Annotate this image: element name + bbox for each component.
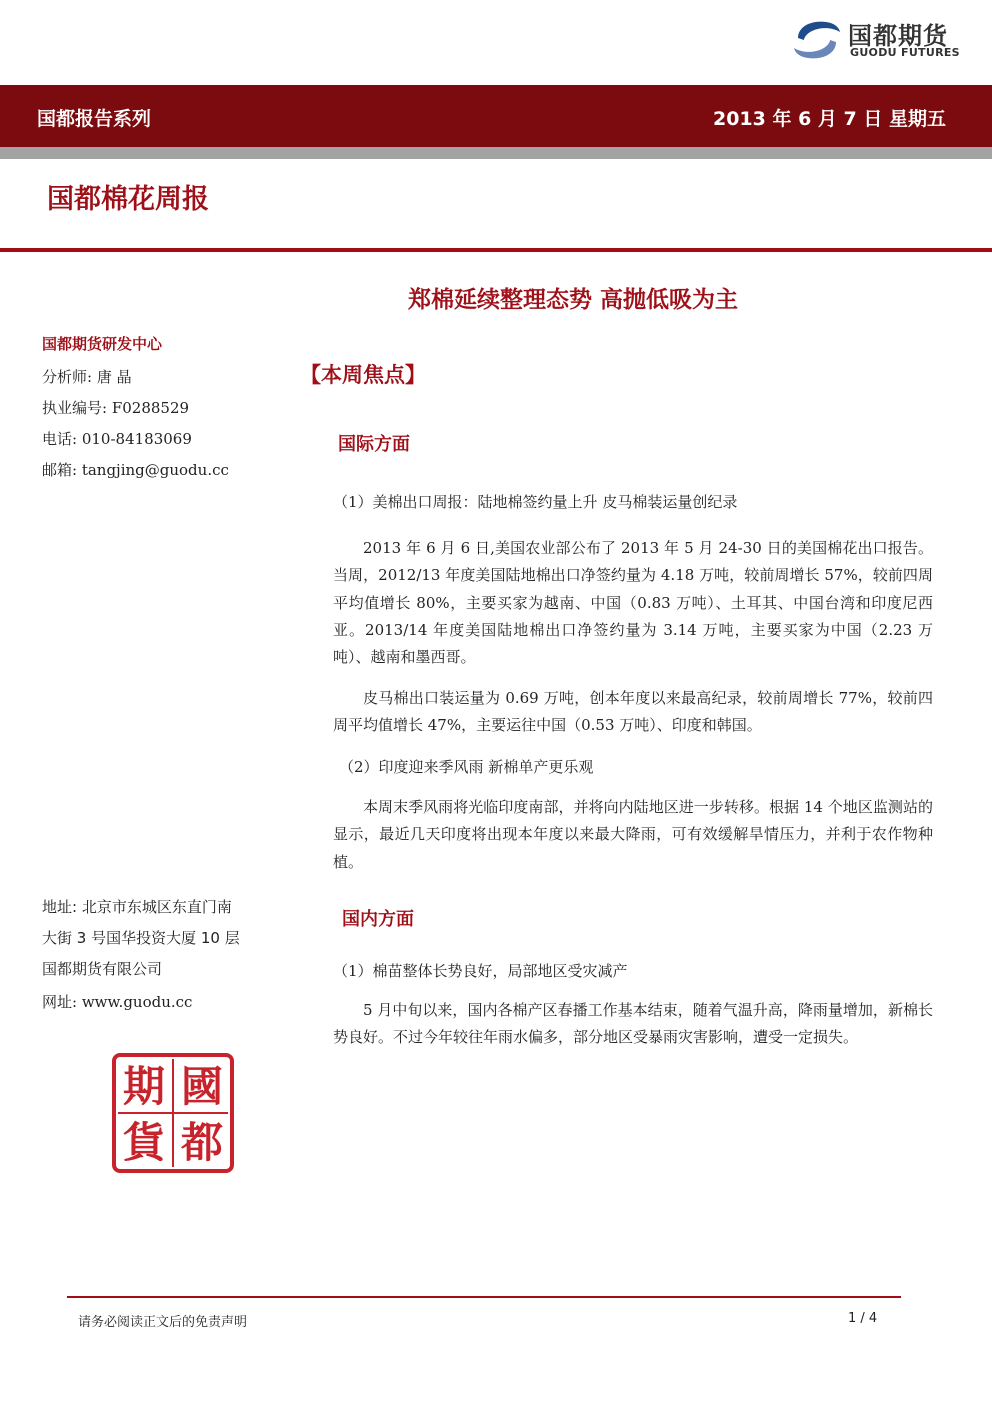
company-logo: [792, 16, 978, 64]
gray-divider: [0, 147, 992, 159]
address-line-2: 大街 3 号国华投资大厦 10 层: [42, 929, 240, 947]
research-center: 国都期货研发中心: [42, 335, 163, 353]
svg-text:都: 都: [180, 1118, 224, 1167]
item-1-title: （1）美棉出口周报：陆地棉签约量上升 皮马棉装运量创纪录: [333, 493, 738, 511]
headline: 郑棉延续整理态势 高抛低吸为主: [408, 287, 739, 313]
page-number: 1 / 4: [848, 1311, 878, 1326]
report-series: 国都报告系列: [37, 108, 152, 130]
website: 网址: www.guodu.cc: [42, 993, 193, 1011]
email-address: 邮箱: tangjing@guodu.cc: [42, 461, 229, 479]
item-1-paragraph-2: 皮马棉出口装运量为 0.69 万吨，创本年度以来最高纪录，较前周增长 77%，较前四周平均值增长 47%，主要运往中国（0.53 万吨）、印度和韩国。: [333, 689, 933, 735]
domestic-heading: 国内方面: [342, 909, 414, 930]
international-heading: 国际方面: [338, 434, 410, 455]
item-2-paragraph: 本周末季风雨将光临印度南部，并将向内陆地区进一步转移。根据 14 个地区监测站的显示，最近几天印度将出现本年度以来最大降雨，可有效缓解旱情压力，并利于农作物种植。: [333, 798, 933, 871]
license-number: 执业编号: F0288529: [42, 399, 190, 417]
svg-text:國: 國: [180, 1062, 224, 1111]
svg-text:期: 期: [122, 1062, 166, 1111]
report-date: 2013 年 6 月 7 日 星期五: [712, 108, 946, 130]
disclaimer-note: 请务必阅读正文后的免责声明: [78, 1315, 248, 1330]
company-seal-image: [112, 1053, 234, 1173]
analyst-name: 分析师: 唐 晶: [42, 368, 132, 386]
item-1-paragraph-1: 2013 年 6 月 6 日,美国农业部公布了 2013 年 5 月 24-30 日的美国棉花出口报告。当周，2012/13 年度美国陆地棉出口净签约量为 4.18 万吨，较前周增长 57%，较前四周平均值增长 80%，主要买家为越南、中国（0.83 万吨）、土耳其、中国台湾和印度尼西亚。2013/14 年度美国陆地棉出口净签约量为 3.14 万吨，主要买家为中国（2.23 万吨）、越南和墨西哥。: [333, 539, 933, 667]
address-line-1: 地址: 北京市东城区东直门南: [42, 898, 232, 916]
phone-number: 电话: 010-84183069: [42, 430, 192, 448]
logo-name-en: GUODU FUTURES: [850, 46, 960, 59]
focus-section-title: 【本周焦点】: [300, 363, 426, 387]
company-name: 国都期货有限公司: [42, 960, 163, 978]
item-2-title: （2）印度迎来季风雨 新棉单产更乐观: [339, 758, 594, 776]
item-3-paragraph: 5 月中旬以来，国内各棉产区春播工作基本结束，随着气温升高，降雨量增加，新棉长势良好。不过今年较往年雨水偏多，部分地区受暴雨灾害影响，遭受一定损失。: [333, 1001, 933, 1047]
report-title: 国都棉花周报: [47, 184, 209, 215]
svg-text:貨: 貨: [122, 1118, 166, 1167]
item-3-title: （1）棉苗整体长势良好，局部地区受灾减产: [333, 962, 628, 980]
footer-divider: [67, 1296, 901, 1298]
logo-swirl-icon: [792, 18, 842, 62]
red-divider: [0, 248, 992, 252]
logo-name-cn: 国都期货: [848, 22, 948, 50]
